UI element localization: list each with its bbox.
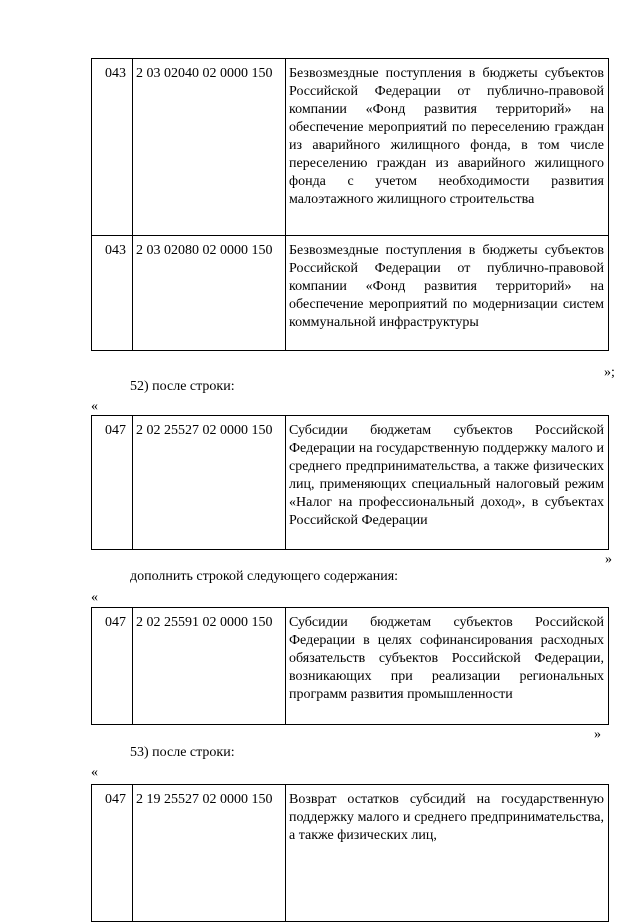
closing-quote-semicolon: »; [604, 365, 615, 380]
income-codes-table-1 [91, 58, 609, 351]
budget-code-cell: 2 02 25527 02 0000 150 [133, 416, 286, 550]
table-row [92, 785, 609, 922]
budget-code-cell: 2 03 02040 02 0000 150 [133, 59, 286, 236]
item-52-heading: 52) после строки: [130, 379, 235, 394]
closing-quote: » [594, 727, 601, 742]
item-53-heading: 53) после строки: [130, 745, 235, 760]
admin-code-cell: 047 [92, 416, 133, 550]
table-row [92, 59, 609, 236]
opening-quote: « [91, 765, 98, 780]
income-description-cell: Субсидии бюджетам субъектов Российской Федерации на государственную поддержку малого и среднего предпринимательства, а также физических лиц, применяющих специальный налоговый режим «Налог на профессиональный доход», в субъектах Российской Федерации [286, 416, 609, 550]
admin-code-cell: 047 [92, 785, 133, 922]
income-codes-table-2 [91, 415, 609, 550]
opening-quote: « [91, 590, 98, 605]
admin-code-cell: 047 [92, 608, 133, 725]
supplement-instruction: дополнить строкой следующего содержания: [130, 569, 399, 584]
budget-code-cell: 2 19 25527 02 0000 150 [133, 785, 286, 922]
table-row [92, 416, 609, 550]
budget-code-cell: 2 03 02080 02 0000 150 [133, 236, 286, 351]
table-row [92, 236, 609, 351]
closing-quote: » [605, 552, 612, 567]
income-description-cell: Безвозмездные поступления в бюджеты субъектов Российской Федерации от публично-правовой компании «Фонд развития территорий» на обеспечение мероприятий по модернизации систем коммунальной инфраструктуры [286, 236, 609, 351]
income-codes-table-4 [91, 784, 609, 922]
opening-quote: « [91, 399, 98, 414]
admin-code-cell: 043 [92, 59, 133, 236]
income-description-cell: Безвозмездные поступления в бюджеты субъектов Российской Федерации от публично-правовой компании «Фонд развития территорий» на обеспечение мероприятий по переселению граждан из аварийного жилищного фонда, в том числе переселению граждан из аварийного жилищного фонда с учетом необходимости развития малоэтажного жилищного строительства [286, 59, 609, 236]
table-row [92, 608, 609, 725]
income-description-cell: Субсидии бюджетам субъектов Российской Федерации в целях софинансирования расходных обязательств субъектов Российской Федерации, возникающих при реализации региональных программ развития промышленности [286, 608, 609, 725]
income-description-cell: Возврат остатков субсидий на государственную поддержку малого и среднего предпринимательства, а также физических лиц, [286, 785, 609, 922]
income-codes-table-3 [91, 607, 609, 725]
admin-code-cell: 043 [92, 236, 133, 351]
budget-code-cell: 2 02 25591 02 0000 150 [133, 608, 286, 725]
